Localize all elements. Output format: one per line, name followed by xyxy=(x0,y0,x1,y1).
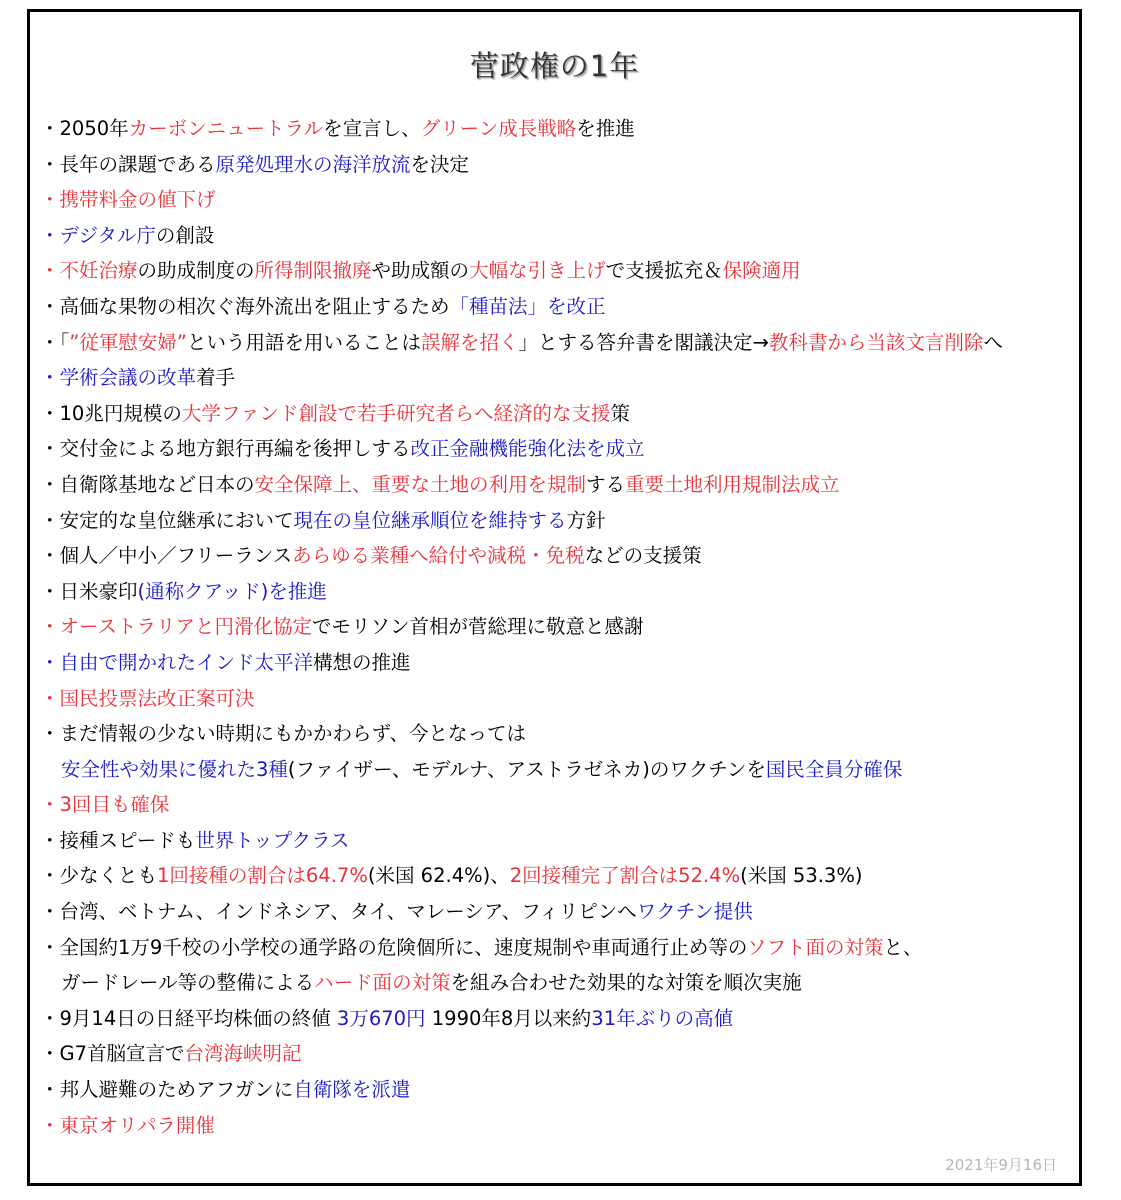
highlight-red-text: 大幅な引き上げ xyxy=(469,259,606,283)
item-text: という用語を用いることは xyxy=(186,330,421,354)
list-item xyxy=(40,360,1080,396)
item-text: を決定 xyxy=(410,152,470,176)
highlight-red-text: 台湾海峡明記 xyxy=(184,1042,302,1066)
list-item xyxy=(40,823,1080,859)
highlight-blue-text: 安全性や効果に優れた3種 xyxy=(61,757,288,781)
highlight-blue-text: 自衛隊を派遣 xyxy=(293,1078,411,1102)
item-text: ・少なくとも xyxy=(40,864,158,888)
highlight-blue-text: 現在の皇位継承順位を維持する xyxy=(293,508,567,532)
document-frame xyxy=(27,9,1082,1186)
highlight-red-text: カーボンニュートラル xyxy=(128,117,324,140)
list-item-continuation xyxy=(40,752,1080,788)
highlight-blue-text: 「種苗法」を改正 xyxy=(449,294,606,318)
item-text: や助成額の xyxy=(371,259,470,283)
list-item xyxy=(40,1072,1080,1108)
item-text: ・台湾、ベトナム、インドネシア、タイ、マレーシア、フィリピンへ xyxy=(40,900,637,924)
item-text: ・交付金による地方銀行再編を後押しする xyxy=(40,437,411,461)
item-text: ・自衛隊基地など日本の xyxy=(40,472,255,496)
list-item xyxy=(40,681,1080,717)
item-text: ・接種スピードも xyxy=(40,828,196,852)
highlight-red-text: ・携帯料金の値下げ xyxy=(40,188,216,212)
item-text: を組み合わせた効果的な対策を順次実施 xyxy=(450,971,802,995)
page-title: 菅政権の1年 xyxy=(469,49,640,83)
list-item xyxy=(40,431,1080,467)
highlight-red-text: 2回接種完了割合は52.4% xyxy=(509,864,741,888)
list-item xyxy=(40,894,1080,930)
highlight-red-text: 教科書から当該文言削除 xyxy=(768,330,984,354)
list-item xyxy=(40,716,1080,752)
highlight-red-text: ソフト面の対策 xyxy=(746,935,884,959)
item-text: 」とする答弁書を閣議決定→ xyxy=(518,330,769,354)
item-text: 構想の推進 xyxy=(313,650,411,674)
list-item xyxy=(40,1036,1080,1072)
list-item xyxy=(40,930,1080,966)
list-item xyxy=(40,858,1080,894)
highlight-red-text: ハード面の対策 xyxy=(314,971,451,995)
item-text: ・9月14日の日経平均株価の終値 xyxy=(40,1006,337,1030)
highlight-blue-text: ワクチン提供 xyxy=(636,900,753,924)
item-text: ・安定的な皇位継承において xyxy=(40,508,294,532)
list-item xyxy=(40,645,1080,681)
list-item xyxy=(40,503,1080,539)
item-text: ・長年の課題である xyxy=(40,152,216,176)
achievement-list xyxy=(40,111,1080,1143)
list-item xyxy=(40,182,1080,218)
item-text: へ xyxy=(983,330,1003,354)
item-text: の創設 xyxy=(155,223,215,247)
highlight-blue-text: 改正金融機能強化法を成立 xyxy=(410,437,645,461)
item-text: 1990年8月以来約 xyxy=(425,1006,592,1030)
item-text: (米国 53.3%) xyxy=(740,864,863,888)
item-text: 着手 xyxy=(196,366,236,390)
highlight-red-text: ・国民投票法改正案可決 xyxy=(40,686,255,710)
item-text: する xyxy=(586,472,626,496)
list-item xyxy=(40,1001,1080,1037)
highlight-blue-text: 原発処理水の海洋放流 xyxy=(215,152,411,176)
item-text: を宣言し、 xyxy=(323,117,421,140)
highlight-blue-text: 国民全員分確保 xyxy=(765,757,903,781)
list-item xyxy=(40,787,1080,823)
list-item xyxy=(40,574,1080,610)
list-item xyxy=(40,538,1080,574)
item-text: で支援拡充＆ xyxy=(605,259,723,283)
item-text: でモリソン首相が菅総理に敬意と感謝 xyxy=(312,615,644,639)
list-item xyxy=(40,396,1080,432)
item-text: ・10兆円規模の xyxy=(40,401,182,425)
highlight-blue-text: ・学術会議の改革 xyxy=(40,366,197,390)
list-item-continuation xyxy=(40,965,1080,1001)
highlight-blue-text: 世界トップクラス xyxy=(195,828,350,852)
item-text: 策 xyxy=(610,401,630,425)
item-text: の助成制度の xyxy=(137,259,255,283)
highlight-red-text: 保険適用 xyxy=(722,259,801,283)
item-text: を推進 xyxy=(576,117,635,140)
list-item xyxy=(40,111,1080,147)
item-text: ・個人／中小／フリーランス xyxy=(40,544,293,568)
highlight-blue-text: 31年ぶりの高値 xyxy=(591,1006,734,1030)
item-text: と、 xyxy=(883,935,923,959)
list-item xyxy=(40,1108,1080,1144)
highlight-red-text: 大学ファンド創設で若手研究者らへ経済的な支援 xyxy=(181,401,611,425)
item-text: ・まだ情報の少ない時期にもかかわらず、今となっては xyxy=(40,722,526,746)
item-text: ガードレール等の整備による xyxy=(61,971,315,995)
item-text: ・「 xyxy=(40,330,70,354)
highlight-red-text: ”従軍慰安婦” xyxy=(69,330,187,354)
list-item xyxy=(40,325,1080,361)
highlight-blue-text: 3万670円 xyxy=(336,1006,426,1030)
list-item xyxy=(40,147,1080,183)
highlight-red-text: 所得制限撤廃 xyxy=(254,259,372,283)
item-text: ・G7首脳宣言で xyxy=(40,1042,185,1066)
highlight-blue-text: ・自由で開かれたインド太平洋 xyxy=(40,650,314,674)
item-text: (米国 62.4%)、 xyxy=(367,864,510,888)
highlight-blue-text: ・デジタル庁 xyxy=(40,223,156,247)
highlight-red-text: グリーン成長戦略 xyxy=(420,117,577,140)
item-text: ・日米豪印 xyxy=(40,579,138,603)
highlight-red-text: あらゆる業種へ給付や減税・免税 xyxy=(292,544,585,568)
item-text: などの支援策 xyxy=(584,544,702,568)
highlight-blue-text: (通称クアッド)を推進 xyxy=(137,579,327,603)
date-stamp: 2021年9月16日 xyxy=(945,1156,1057,1174)
highlight-red-text: ・オーストラリアと円滑化協定 xyxy=(40,615,313,639)
item-text: (ファイザー、モデルナ、アストラゼネカ)のワクチンを xyxy=(287,757,766,781)
highlight-red-text: 重要土地利用規制法成立 xyxy=(625,472,840,496)
highlight-red-text: 1回接種の割合は64.7% xyxy=(157,864,368,888)
list-item xyxy=(40,289,1080,325)
list-item xyxy=(40,609,1080,645)
item-text: 方針 xyxy=(566,508,606,532)
item-text: ・全国約1万9千校の小学校の通学路の危険個所に、速度規制や車両通行止め等の xyxy=(40,935,747,959)
highlight-red-text: ・不妊治療 xyxy=(40,259,138,283)
highlight-red-text: ・東京オリパラ開催 xyxy=(40,1113,215,1137)
list-item xyxy=(40,253,1080,289)
highlight-red-text: 安全保障上、重要な土地の利用を規制 xyxy=(254,472,587,496)
list-item xyxy=(40,218,1080,254)
highlight-red-text: 誤解を招く xyxy=(421,330,519,354)
item-text: ・高価な果物の相次ぐ海外流出を阻止するため xyxy=(40,294,450,318)
item-text: ・2050年 xyxy=(40,117,129,140)
item-text: ・邦人避難のためアフガンに xyxy=(40,1078,294,1102)
list-item xyxy=(40,467,1080,503)
highlight-red-text: ・3回目も確保 xyxy=(40,793,170,817)
